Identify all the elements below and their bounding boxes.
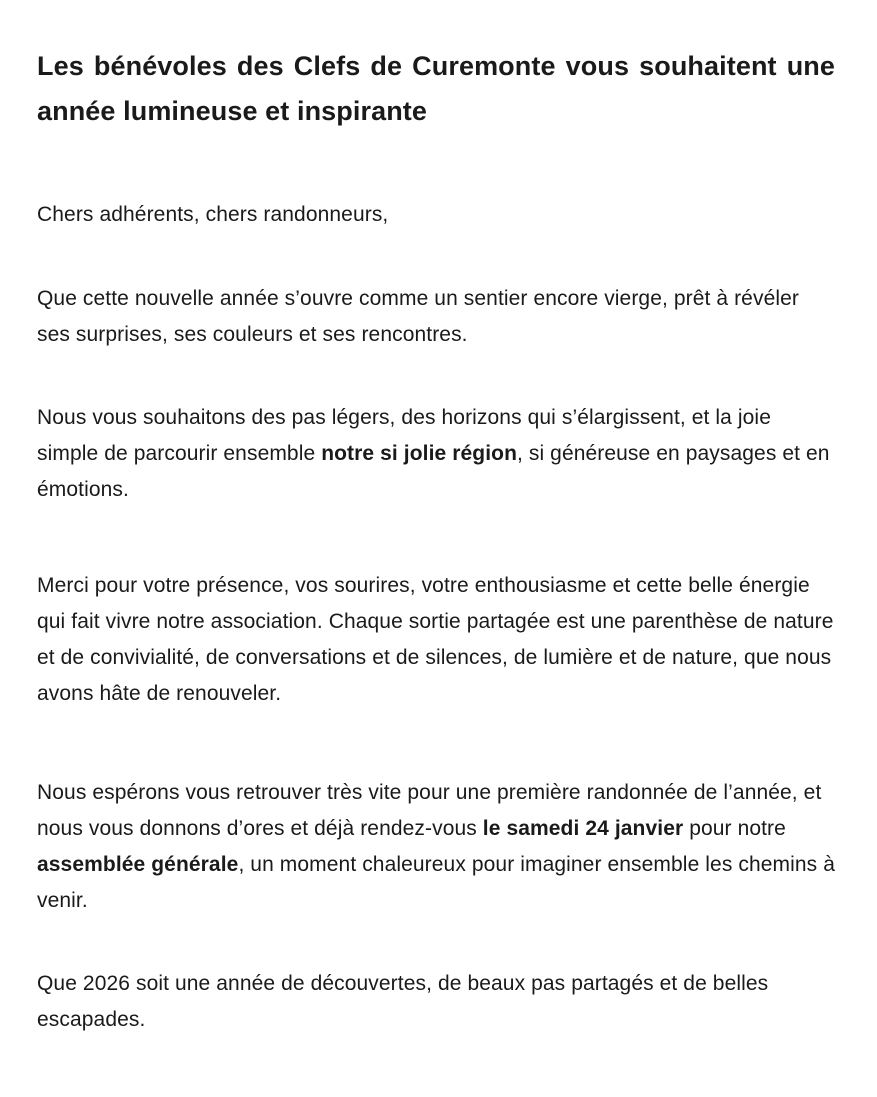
paragraph-meeting-text-before: Nous espérons vous retrouver très vite pour une première randonnée de l’année, et nous vous donnons d’ores et déjà rendez-vous xyxy=(37,781,822,840)
page-title: Les bénévoles des Clefs de Curemonte vous souhaitent une année lumineuse et inspirante xyxy=(37,51,835,126)
paragraph-meeting-text-middle: pour notre xyxy=(683,817,786,840)
paragraph-closing-wish: Que 2026 soit une année de découvertes, de beaux pas partagés et de belles escapades. xyxy=(37,972,769,1031)
paragraph-wishes-text-after: , si généreuse en paysages et en émotions. xyxy=(37,442,830,501)
paragraph-new-year-path: Que cette nouvelle année s’ouvre comme un sentier encore vierge, prêt à révéler ses surprises, ses couleurs et ses rencontres. xyxy=(37,287,799,346)
greeting: Chers adhérents, chers randonneurs, xyxy=(37,203,389,226)
paragraph-meeting xyxy=(37,775,835,919)
paragraph-meeting-text-after: , un moment chaleureux pour imaginer ensemble les chemins à venir. xyxy=(37,853,835,912)
paragraph-meeting-bold-event: assemblée générale xyxy=(37,853,239,876)
paragraph-wishes xyxy=(37,400,835,508)
document-body xyxy=(37,44,835,1038)
paragraph-meeting-bold-date: le samedi 24 janvier xyxy=(482,817,684,840)
paragraph-thanks: Merci pour votre présence, vos sourires, votre enthousiasme et cette belle énergie qui fait vivre notre association. Chaque sortie partagée est une parenthèse de nature et de convivialité, de conversations et de silences, de lumière et de nature, que nous avons hâte de renouveler. xyxy=(37,574,834,705)
paragraph-wishes-bold-region: notre si jolie région xyxy=(321,442,517,465)
paragraph-wishes-text-before: Nous vous souhaitons des pas légers, des horizons qui s’élargissent, et la joie simple de parcourir ensemble xyxy=(37,406,771,465)
